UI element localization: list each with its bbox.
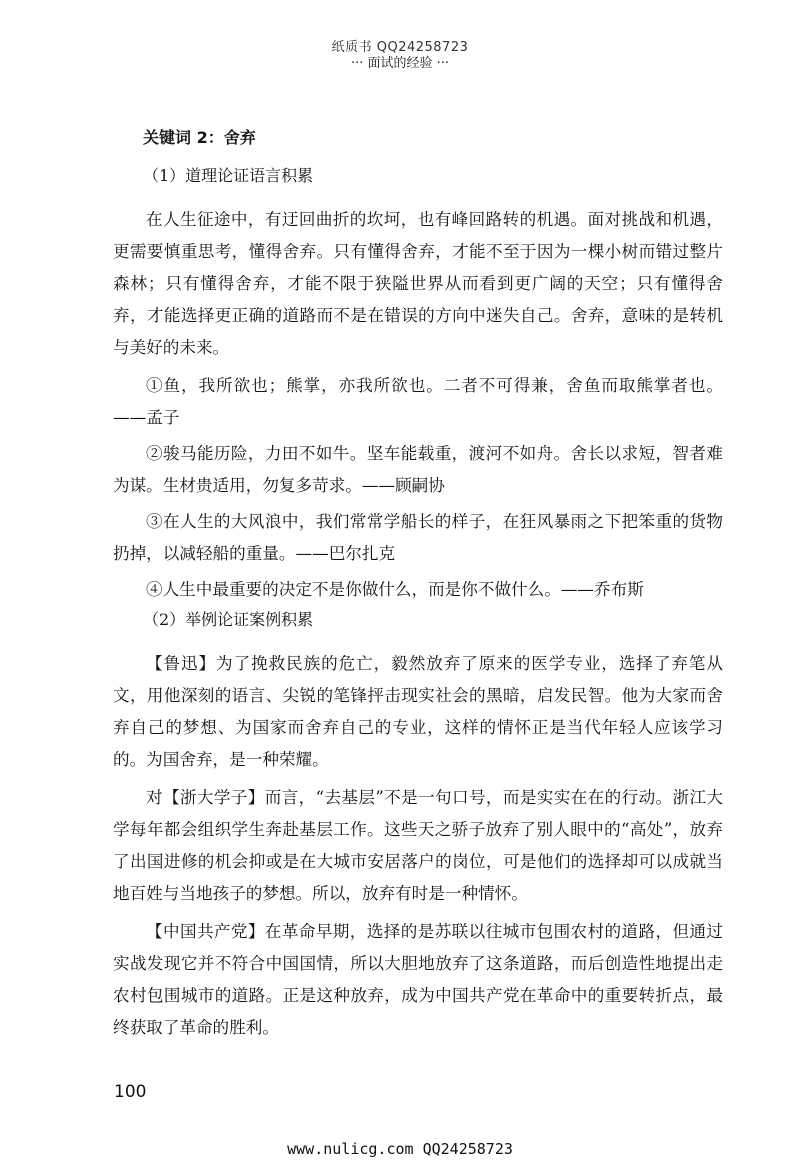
quote-jobs: ④人生中最重要的决定不是你做什么，而是你不做什么。——乔布斯	[146, 580, 644, 599]
subheading-examples: （2）举例论证案例积累	[143, 610, 314, 629]
header-title: ··· 面试的经验 ···	[350, 56, 450, 71]
quote-balzac: ③在人生的大风浪中，我们常常学船长的样子，在狂风暴雨之下把笨重的货物扔掉，以减轻船的重量。——巴尔扎克	[113, 512, 723, 563]
footer-watermark: www.nulicg.com QQ24258723	[287, 1140, 513, 1158]
quote-mencius: ①鱼，我所欲也；熊掌，亦我所欲也。二者不可得兼，舍鱼而取熊掌者也。——孟子	[113, 376, 723, 427]
page-number: 100	[114, 1082, 147, 1102]
case-luxun: 【鲁迅】为了挽救民族的危亡，毅然放弃了原来的医学专业，选择了弃笔从文，用他深刻的语言、尖锐的笔锋抨击现实社会的黑暗，启发民智。他为大家而舍弃自己的梦想、为国家而舍弃自己的专业，这样的情怀正是当代年轻人应该学习的。为国舍弃，是一种荣耀。	[113, 654, 723, 769]
case-cpc: 【中国共产党】在革命早期，选择的是苏联以往城市包围农村的道路，但通过实战发现它并不符合中国国情，所以大胆地放弃了这条道路，而后创造性地提出走农村包围城市的道路。正是这种放弃，成为中国共产党在革命中的重要转折点，最终获取了革命的胜利。	[113, 922, 723, 1037]
case-zju-students: 对【浙大学子】而言，“去基层”不是一句口号，而是实实在在的行动。浙江大学每年都会组织学生奔赴基层工作。这些天之骄子放弃了别人眼中的“高处”，放弃了出国进修的机会抑或是在大城市安居落户的岗位，可是他们的选择却可以成就当地百姓与当地孩子的梦想。所以，放弃有时是一种情怀。	[113, 788, 723, 903]
page-header	[0, 40, 800, 72]
page-content	[113, 128, 723, 1050]
header-watermark: 纸质书 QQ24258723	[331, 40, 469, 55]
section-heading: 关键词 2：舍弃	[143, 128, 256, 147]
quote-gu-sixie: ②骏马能历险，力田不如牛。坚车能载重，渡河不如舟。舍长以求短，智者难为谋。生材贵适用，勿复多苛求。——顾嗣协	[113, 444, 723, 495]
intro-paragraph: 在人生征途中，有迂回曲折的坎坷，也有峰回路转的机遇。面对挑战和机遇，更需要慎重思考，懂得舍弃。只有懂得舍弃，才能不至于因为一棵小树而错过整片森林；只有懂得舍弃，才能不限于狭隘世界从而看到更广阔的天空；只有懂得舍弃，才能选择更正确的道路而不是在错误的方向中迷失自己。舍弃，意味的是转机与美好的未来。	[113, 210, 723, 357]
subheading-reasoning: （1）道理论证语言积累	[143, 166, 314, 185]
